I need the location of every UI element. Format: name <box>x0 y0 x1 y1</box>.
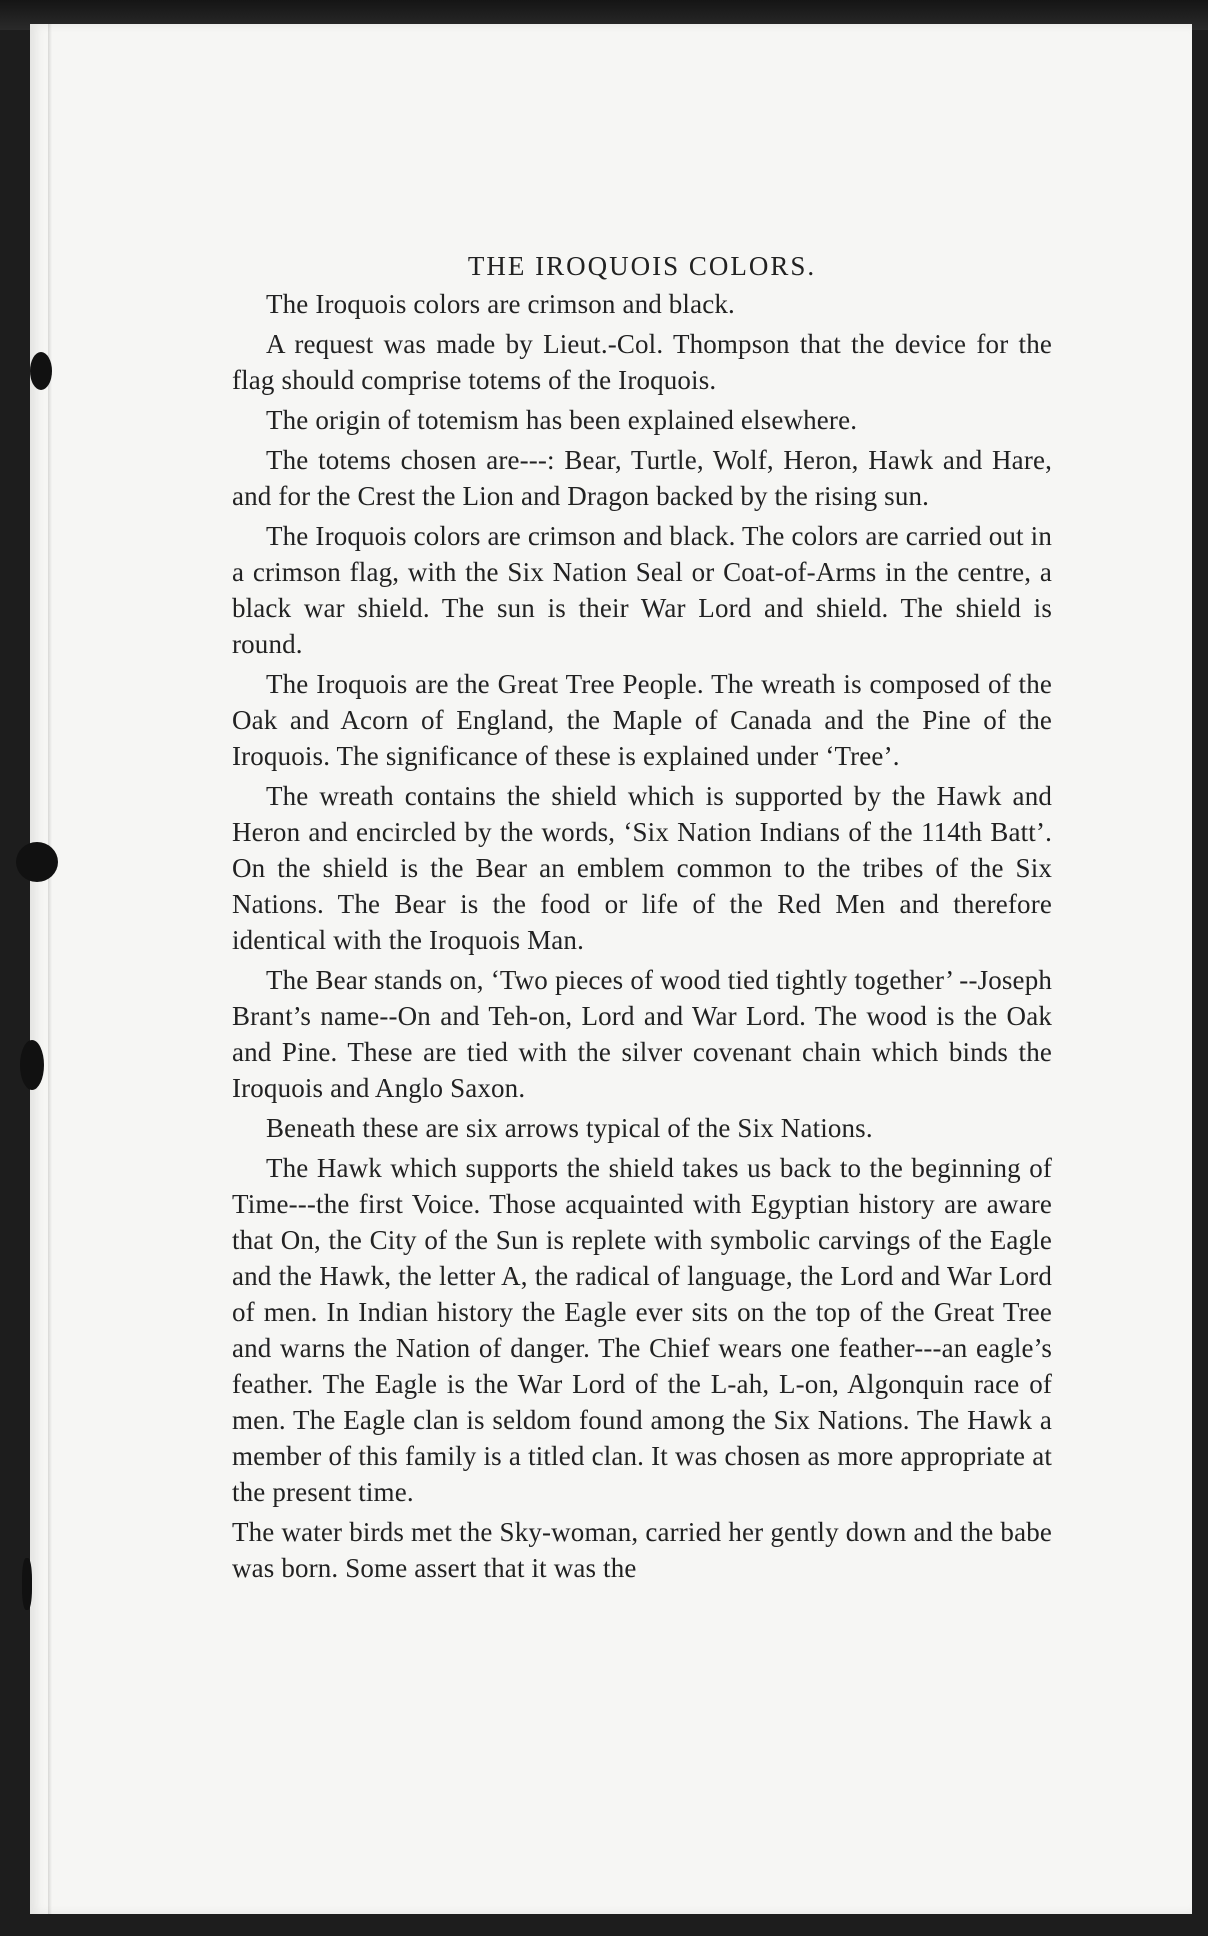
page-title: THE IROQUOIS COLORS. <box>467 251 817 281</box>
binding-hole-2 <box>16 842 58 882</box>
page-gutter-shadow <box>48 24 52 1914</box>
binding-hole-3 <box>20 1040 44 1090</box>
paragraph-2: A request was made by Lieut.-Col. Thompson that the device for the flag should comprise totems of the Iroquois. <box>232 329 1052 395</box>
binding-hole-1 <box>30 352 52 390</box>
paragraph-3: The origin of totemism has been explained elsewhere. <box>266 405 858 435</box>
paragraph-10: The Hawk which supports the shield takes us back to the beginning of Time---the first Voice. Those acquainted with Egyptian history are aware that On, the City of the Sun is replete with symbolic carvings of the Eagle and the Hawk, the letter A, the radical of language, the Lord and War Lord of men. In Indian history the Eagle ever sits on the top of the Great Tree and warns the Nation of danger. The Chief wears one feather---an eagle’s feather. The Eagle is the War Lord of the L-ah, L-on, Algonquin race of men. The Eagle clan is seldom found among the Six Nations. The Hawk a member of this family is a titled clan. It was chosen as more appropriate at the present time. <box>232 1153 1052 1507</box>
paragraph-4: The totems chosen are---: Bear, Turtle, Wolf, Heron, Hawk and Hare, and for the Crest the Lion and Dragon backed by the rising sun. <box>232 445 1052 511</box>
binding-hole-4 <box>22 1558 32 1610</box>
paragraph-11: The water birds met the Sky-woman, carried her gently down and the babe was born. Some assert that it was the <box>232 1517 1052 1583</box>
paragraph-9: Beneath these are six arrows typical of the Six Nations. <box>266 1113 873 1143</box>
page-text <box>232 248 1052 1590</box>
paragraph-5: The Iroquois colors are crimson and black. The colors are carried out in a crimson flag, with the Six Nation Seal or Coat-of-Arms in the centre, a black war shield. The sun is their War Lord and shield. The shield is round. <box>232 521 1052 659</box>
paragraph-8: The Bear stands on, ‘Two pieces of wood tied tightly together’ --Joseph Brant’s name--On and Teh-on, Lord and War Lord. The wood is the Oak and Pine. These are tied with the silver covenant chain which binds the Iroquois and Anglo Saxon. <box>232 965 1052 1103</box>
paragraph-7: The wreath contains the shield which is supported by the Hawk and Heron and encircled by the words, ‘Six Nation Indians of the 114th Batt’. On the shield is the Bear an emblem common to the tribes of the Six Nations. The Bear is the food or life of the Red Men and therefore identical with the Iroquois Man. <box>232 781 1052 955</box>
paragraph-1: The Iroquois colors are crimson and black. <box>266 289 735 319</box>
paragraph-6: The Iroquois are the Great Tree People. The wreath is composed of the Oak and Acorn of England, the Maple of Canada and the Pine of the Iroquois. The significance of these is explained under ‘Tree’. <box>232 669 1052 771</box>
